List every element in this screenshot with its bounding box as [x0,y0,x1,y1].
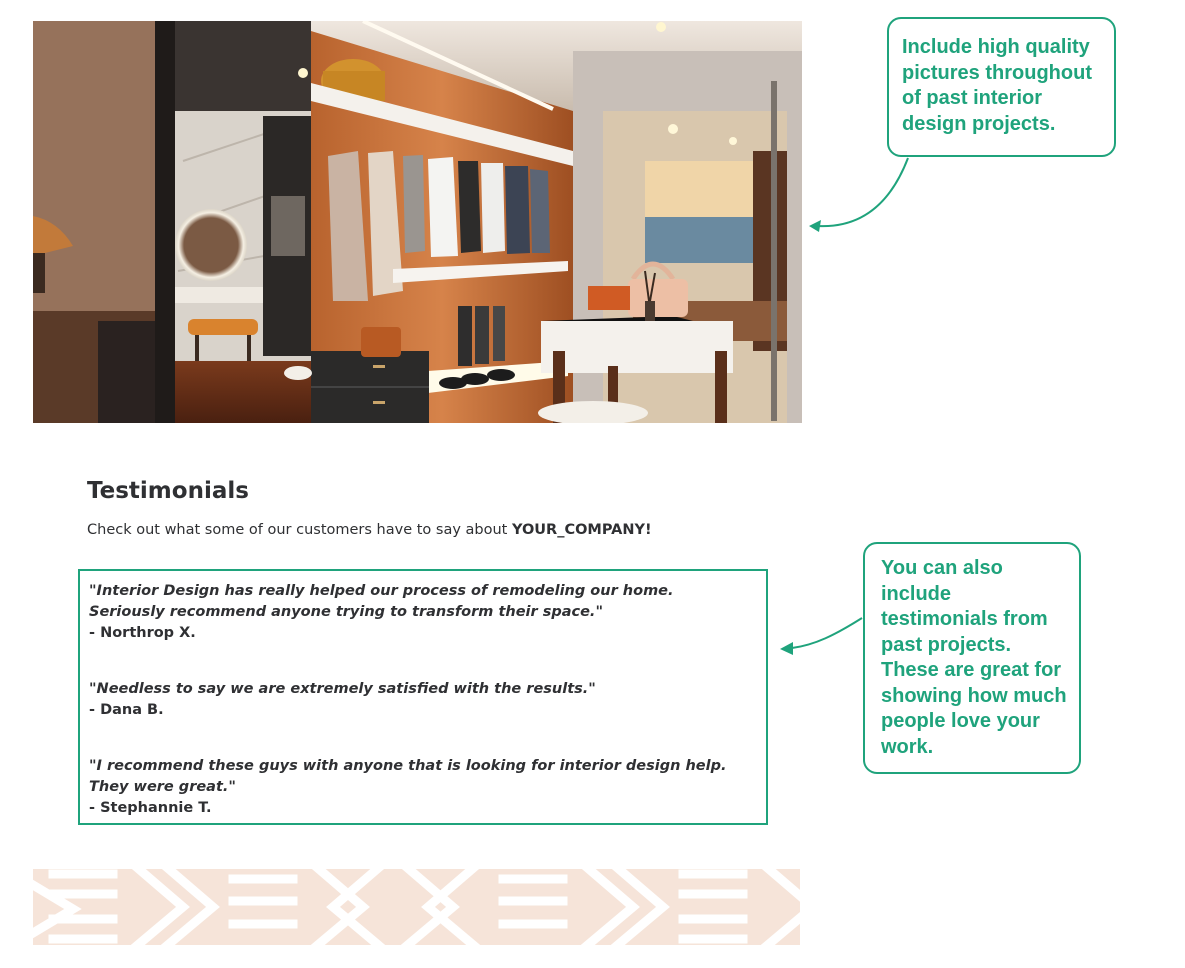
pattern-graphic [33,869,800,945]
testimonials-title: Testimonials [87,478,249,504]
decorative-pattern [33,869,800,945]
testimonial-item [89,581,766,644]
hero-photo [33,21,802,423]
testimonial-quote: "Interior Design has really helped our process of remodeling our home. Seriously recommend anyone trying to transform their space." [89,583,674,620]
pictures-callout [887,17,1116,157]
company-name: YOUR_COMPANY! [511,522,652,538]
arrow-head-icon [780,642,793,655]
testimonial-quote: "Needless to say we are extremely satisfied with the results." [89,681,596,697]
pictures-callout-text: Include high quality pictures throughout of past interior design projects. [902,36,1092,135]
testimonials-callout-text: You can also include testimonials from past projects. These are great for showing how much people love your work. [881,557,1067,758]
arrow-head-icon [809,220,821,232]
testimonial-item [89,756,766,819]
testimonials-box [78,569,768,825]
testimonial-quote: "I recommend these guys with anyone that is looking for interior design help. They were great." [89,758,727,795]
testimonial-author: - Dana B. [89,702,164,718]
testimonial-item [89,679,766,721]
closet-illustration [33,21,802,423]
testimonials-callout [863,542,1081,774]
testimonial-author: - Northrop X. [89,625,196,641]
intro-text: Check out what some of our customers have to say about [87,522,512,538]
testimonial-author: - Stephannie T. [89,800,212,816]
testimonials-intro [87,522,652,538]
